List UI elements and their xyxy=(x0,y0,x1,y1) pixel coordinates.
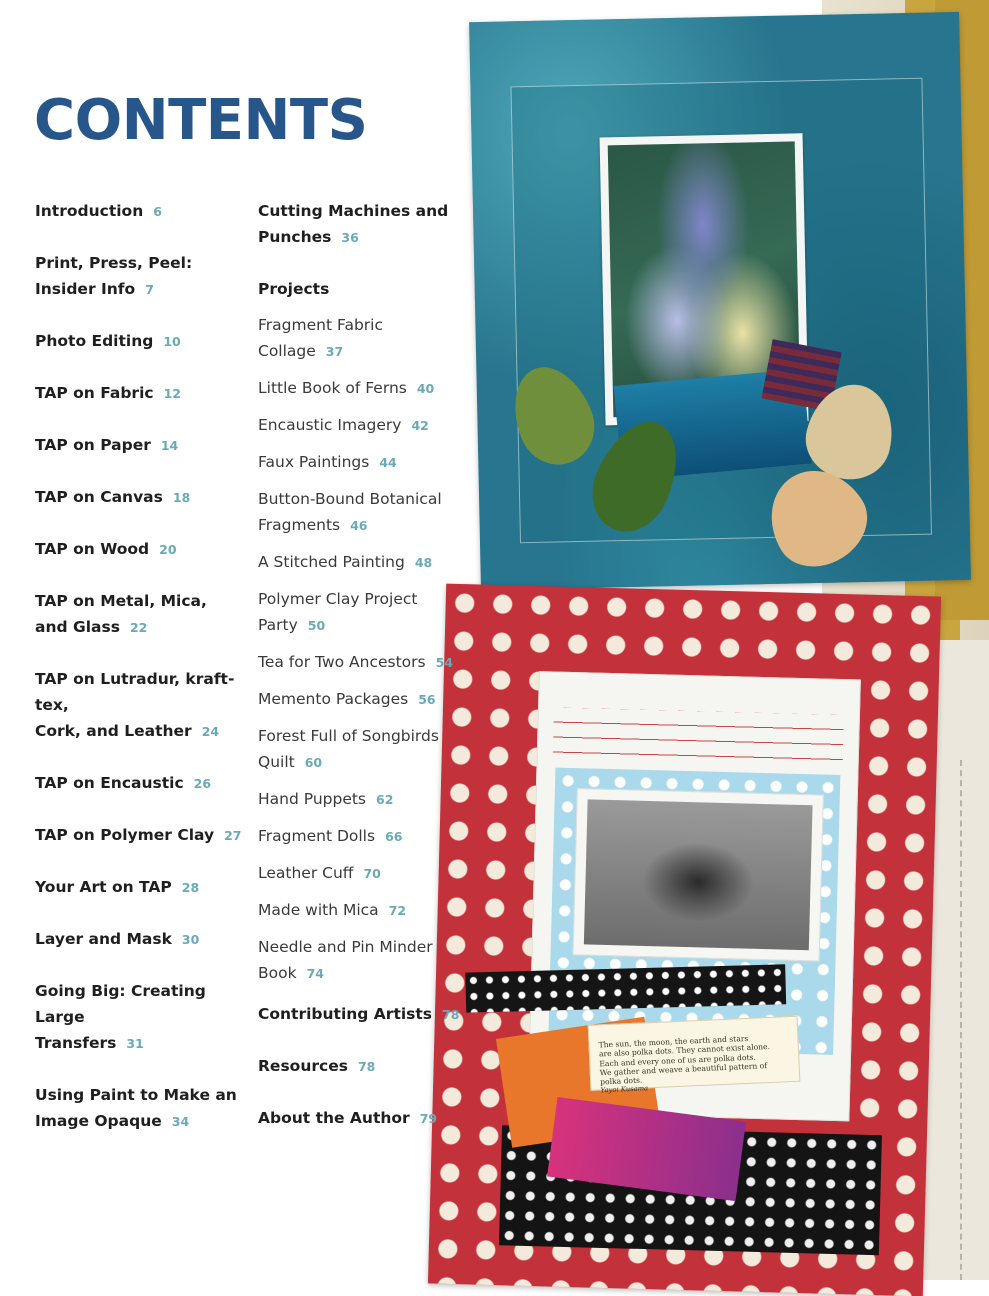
toc-entry-12[interactable] xyxy=(35,926,250,953)
toc-entry-label: Introduction xyxy=(35,202,144,220)
toc-page-number: 66 xyxy=(385,829,403,844)
toc-page-number: 74 xyxy=(306,966,324,981)
toc-project-1[interactable] xyxy=(258,375,473,402)
toc-entry-14[interactable] xyxy=(35,1082,250,1135)
toc-entry-label: TAP on Canvas xyxy=(35,488,163,506)
toc-entry-label: A Stitched Painting xyxy=(258,553,405,571)
toc-entry-11[interactable] xyxy=(35,874,250,901)
toc-project-8[interactable] xyxy=(258,686,473,713)
toc-middle-column xyxy=(258,198,473,1157)
toc-project-3[interactable] xyxy=(258,449,473,476)
toc-entry-label: TAP on Wood xyxy=(35,540,150,558)
quote-text: The sun, the moon, the earth and stars are also polka dots. They cannot exist alone. Each and every one of us are polka dots. We gather and weave a beautiful pattern of polka dots. xyxy=(598,1034,771,1087)
toc-page-number: 12 xyxy=(163,386,181,401)
toc-page-number: 20 xyxy=(159,542,177,557)
toc-entry-label: Hand Puppets xyxy=(258,790,367,808)
toc-page-number: 7 xyxy=(145,282,154,297)
toc-entry-5[interactable] xyxy=(35,484,250,511)
toc-page-number: 24 xyxy=(201,724,220,739)
toc-page-number: 42 xyxy=(411,418,429,433)
toc-entry-label: Faux Paintings xyxy=(258,453,370,471)
toc-entry-7[interactable] xyxy=(35,588,250,641)
toc-entry-label: TAP on Metal, Mica, and Glass xyxy=(35,592,207,636)
toc-page-number: 37 xyxy=(325,344,344,359)
toc-entry-label: Print, Press, Peel: Insider Info xyxy=(35,254,193,298)
toc-page-number: 70 xyxy=(363,866,381,881)
toc-page-number: 46 xyxy=(350,518,368,533)
blue-fabric-collage-image xyxy=(469,12,971,590)
toc-project-7[interactable] xyxy=(258,649,473,676)
toc-page-number: 31 xyxy=(126,1036,144,1051)
toc-project-9[interactable] xyxy=(258,723,473,776)
toc-entry-label: TAP on Polymer Clay xyxy=(35,826,215,844)
toc-project-0[interactable] xyxy=(258,312,473,365)
toc-entry-13[interactable] xyxy=(35,978,250,1057)
toc-entry-label: About the Author xyxy=(258,1109,410,1127)
toc-entry-label: TAP on Paper xyxy=(35,436,151,454)
black-dot-ribbon xyxy=(465,964,786,1012)
toc-entry-label: Using Paint to Make an Image Opaque xyxy=(35,1086,237,1130)
toc-entry-label: Button-Bound Botanical Fragments xyxy=(258,490,442,534)
toc-entry-9[interactable] xyxy=(35,770,250,797)
stitch-line xyxy=(960,760,963,1280)
toc-entry-label: Needle and Pin Minder Book xyxy=(258,938,433,982)
toc-entry-label: Fragment Fabric Collage xyxy=(258,316,383,360)
toc-page-number: 48 xyxy=(414,555,433,570)
toc-page-number: 22 xyxy=(129,620,148,635)
toc-entry-4[interactable] xyxy=(35,432,250,459)
toc-back-matter-1[interactable] xyxy=(258,1053,473,1080)
figure-photo-image xyxy=(584,799,813,950)
toc-project-13[interactable] xyxy=(258,897,473,924)
toc-project-2[interactable] xyxy=(258,412,473,439)
toc-page-number: 36 xyxy=(341,230,359,245)
toc-entry-label: Polymer Clay Project Party xyxy=(258,590,418,634)
toc-page-number: 10 xyxy=(163,334,181,349)
toc-entry-label: Tea for Two Ancestors xyxy=(258,653,426,671)
toc-page-number: 34 xyxy=(171,1114,190,1129)
toc-page-number: 30 xyxy=(181,932,200,947)
toc-page-number: 56 xyxy=(418,692,436,707)
toc-entry-label: Photo Editing xyxy=(35,332,154,350)
toc-entry-label: TAP on Fabric xyxy=(35,384,154,402)
toc-entry-10[interactable] xyxy=(35,822,250,849)
toc-entry-label: Cutting Machines and Punches xyxy=(258,202,449,246)
toc-project-14[interactable] xyxy=(258,934,473,987)
toc-entry-label: Leather Cuff xyxy=(258,864,354,882)
toc-entry-label: TAP on Lutradur, kraft-tex, Cork, and Leather xyxy=(35,670,235,740)
red-stitched-lines xyxy=(553,708,844,771)
quote-author: Yayoi Kusama xyxy=(600,1084,649,1095)
toc-project-11[interactable] xyxy=(258,823,473,850)
toc-page-number: 44 xyxy=(379,455,397,470)
toc-page-number: 14 xyxy=(160,438,179,453)
polka-dot-collage-image xyxy=(428,584,941,1296)
toc-project-5[interactable] xyxy=(258,549,473,576)
toc-page-number: 72 xyxy=(388,903,407,918)
toc-page-number: 54 xyxy=(435,655,453,670)
toc-entry-8[interactable] xyxy=(35,666,250,745)
toc-project-10[interactable] xyxy=(258,786,473,813)
toc-page-number: 27 xyxy=(224,828,242,843)
toc-entry-label: TAP on Encaustic xyxy=(35,774,184,792)
polka-dot-figure-photo xyxy=(573,788,824,961)
toc-page-number: 50 xyxy=(307,618,326,633)
toc-page-number: 78 xyxy=(357,1059,376,1074)
toc-project-4[interactable] xyxy=(258,486,473,539)
toc-project-12[interactable] xyxy=(258,860,473,887)
toc-entry-label: Resources xyxy=(258,1057,348,1075)
toc-page-number: 60 xyxy=(304,755,323,770)
toc-entry-label: Encaustic Imagery xyxy=(258,416,402,434)
toc-entry-0[interactable] xyxy=(35,198,250,225)
toc-page-number: 79 xyxy=(419,1111,438,1126)
toc-entry-1[interactable] xyxy=(35,250,250,303)
quote-card xyxy=(588,1016,801,1095)
toc-entry-label: Fragment Dolls xyxy=(258,827,376,845)
toc-back-matter-0[interactable] xyxy=(258,1001,473,1028)
toc-entry-label: Your Art on TAP xyxy=(35,878,172,896)
toc-page-number: 78 xyxy=(442,1007,460,1022)
toc-left-column xyxy=(35,198,250,1160)
projects-heading: Projects xyxy=(258,280,330,298)
toc-page-number: 18 xyxy=(172,490,191,505)
toc-entry-3[interactable] xyxy=(35,380,250,407)
toc-back-matter-2[interactable] xyxy=(258,1105,473,1132)
toc-entry-label: Memento Packages xyxy=(258,690,409,708)
toc-entry-label: Going Big: Creating Large Transfers xyxy=(35,982,206,1052)
toc-page-number: 40 xyxy=(416,381,435,396)
toc-entry-label: Contributing Artists xyxy=(258,1005,433,1023)
toc-page-number: 26 xyxy=(193,776,212,791)
toc-entry-2[interactable] xyxy=(35,328,250,355)
toc-entry-cutting-machines[interactable] xyxy=(258,198,473,251)
toc-project-6[interactable] xyxy=(258,586,473,639)
toc-page-number: 28 xyxy=(181,880,200,895)
toc-entry-label: Little Book of Ferns xyxy=(258,379,407,397)
toc-entry-label: Made with Mica xyxy=(258,901,379,919)
toc-page-number: 6 xyxy=(153,204,162,219)
toc-page-number: 62 xyxy=(376,792,394,807)
page-title: CONTENTS xyxy=(34,88,368,153)
toc-entry-label: Forest Full of Songbirds Quilt xyxy=(258,727,439,771)
toc-entry-6[interactable] xyxy=(35,536,250,563)
toc-entry-label: Layer and Mask xyxy=(35,930,172,948)
